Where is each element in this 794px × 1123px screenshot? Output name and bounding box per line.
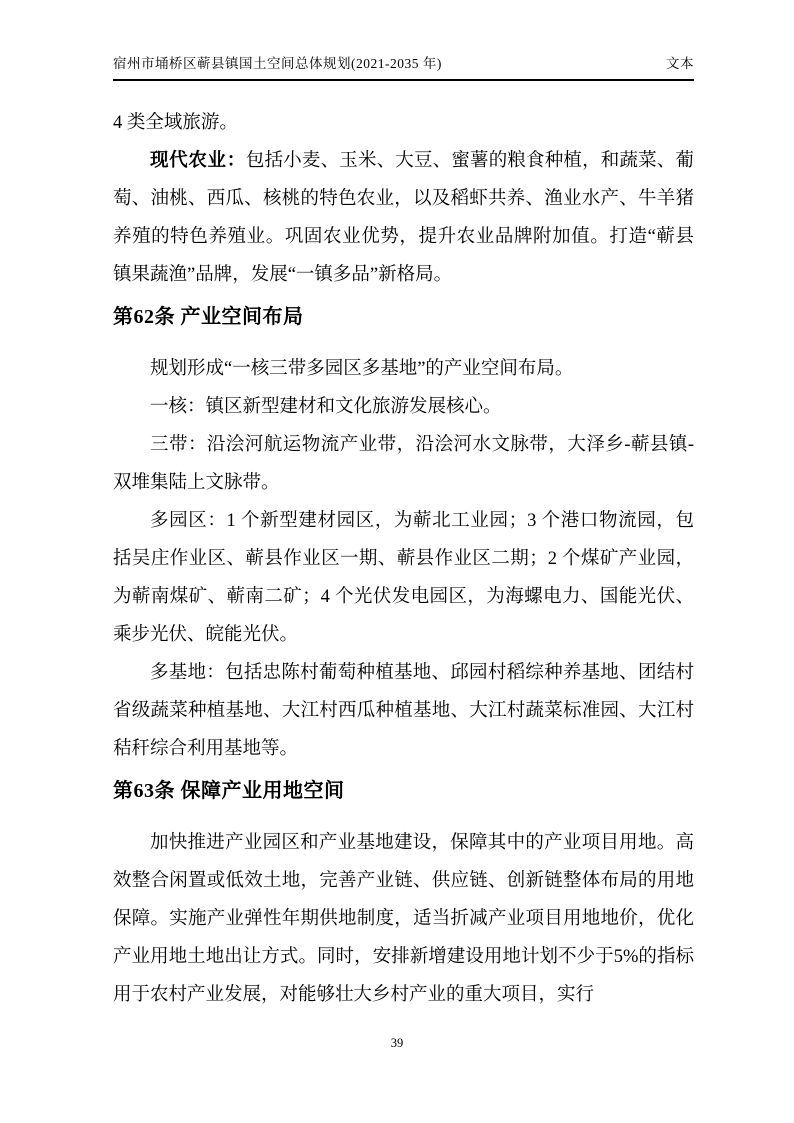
page-footer [0, 1036, 794, 1051]
body-paragraph: 加快推进产业园区和产业基地建设，保障其中的产业项目用地。高效整合闲置或低效土地，完善产业链、供应链、创新链整体布局的用地保障。实施产业弹性年期供地制度，适当折减产业项目用地地价，优化产业用地土地出让方式。同时，安排新增建设用地计划不少于5%的指标用于农村产业发展，对能够壮大乡村产业的重大项目，实行 [113, 833, 694, 1005]
page-header [113, 52, 694, 81]
page-number: 39 [390, 1036, 404, 1050]
section-heading: 第62条 产业空间布局 [113, 306, 304, 328]
document-body [113, 104, 694, 1014]
body-paragraph: 规划形成“一核三带多园区多基地”的产业空间布局。 [150, 359, 574, 379]
body-paragraph: 多园区：1 个新型建材园区，为蕲北工业园；3 个港口物流园，包括吴庄作业区、蕲县作业区一期、蕲县作业区二期；2 个煤矿产业园，为蕲南煤矿、蕲南二矿；4 个光伏发电园区，为海螺电力、国能光伏、乘步光伏、皖能光伏。 [113, 511, 694, 645]
body-paragraph: 多基地：包括忠陈村葡萄种植基地、邱园村稻综种养基地、团结村省级蔬菜种植基地、大江村西瓜种植基地、大江村蔬菜标准园、大江村秸秆综合利用基地等。 [113, 663, 694, 759]
body-paragraph: 4 类全域旅游。 [113, 113, 238, 133]
header-title: 宿州市埇桥区蕲县镇国土空间总体规划(2021-2035 年) [113, 56, 442, 71]
body-paragraph: 现代农业：包括小麦、玉米、大豆、蜜薯的粮食种植，和蔬菜、葡萄、油桃、西瓜、核桃的特色农业，以及稻虾共养、渔业水产、牛羊猪养殖的特色养殖业。巩固农业优势，提升农业品牌附加值。打造“蕲县镇果蔬渔”品牌，发展“一镇多品”新格局。 [113, 151, 694, 285]
body-paragraph: 一核：镇区新型建材和文化旅游发展核心。 [150, 397, 502, 417]
header-corner-label: 文本 [666, 56, 694, 71]
paragraph-lead: 现代农业： [150, 151, 246, 171]
section-heading: 第63条 保障产业用地空间 [113, 780, 345, 802]
body-paragraph: 三带：沿浍河航运物流产业带，沿浍河水文脉带，大泽乡-蕲县镇-双堆集陆上文脉带。 [113, 435, 694, 493]
